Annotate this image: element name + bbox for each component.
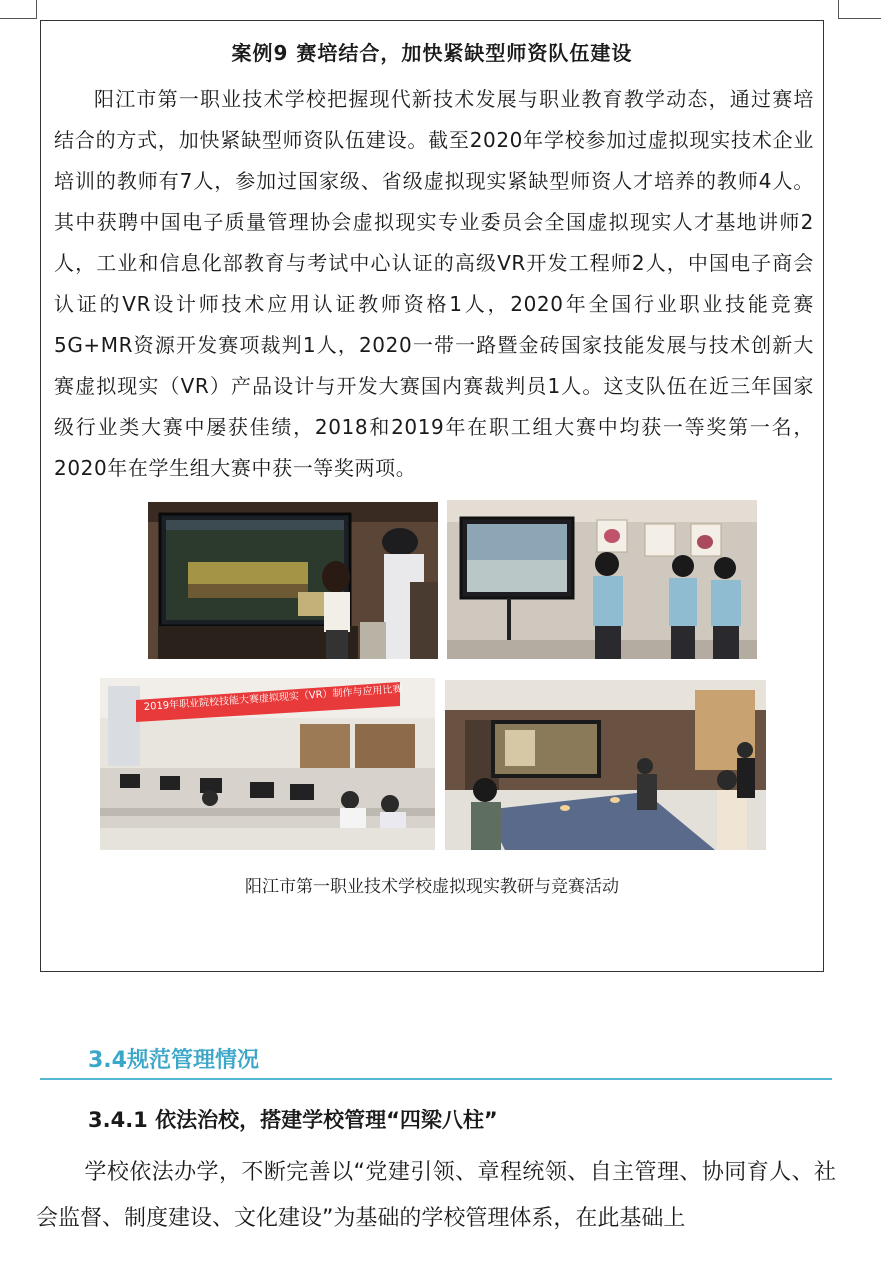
section-paragraph: 学校依法办学，不断完善以“党建引领、章程统领、自主管理、协同育人、社会监督、制度建设、文化建设”为基础的学校管理体系，在此基础上: [36, 1160, 836, 1231]
photo-vr-teaching-presentation: [148, 502, 438, 659]
page-corner-mark-left: [0, 0, 37, 19]
page-corner-mark-right: [838, 0, 881, 19]
case-study-box: [40, 20, 824, 972]
photo-students-vr-headsets: [447, 500, 757, 659]
photo-vr-research-meeting: [445, 680, 766, 850]
case-paragraph: 阳江市第一职业技术学校把握现代新技术发展与职业教育教学动态，通过赛培结合的方式，加快紧缺型师资队伍建设。截至2020年学校参加过虚拟现实技术企业培训的教师有7人，参加过国家级、省级虚拟现实紧缺型师资人才培养的教师4人。其中获聘中国电子质量管理协会虚拟现实专业委员会全国虚拟现实人才基地讲师2人，工业和信息化部教育与考试中心认证的高级VR开发工程师2人，中国电子商会认证的VR设计师技术应用认证教师资格1人，2020年全国行业职业技能竞赛5G+MR资源开发赛项裁判1人，2020一带一路暨金砖国家技能发展与技术创新大赛虚拟现实（VR）产品设计与开发大赛国内赛裁判员1人。这支队伍在近三年国家级行业类大赛中屡获佳绩，2018和2019年在职工组大赛中均获一等奖第一名，2020年在学生组大赛中获一等奖两项。: [54, 87, 814, 480]
section-title: 3.4规范管理情况: [88, 1048, 259, 1073]
competition-banner-text: 2019年职业院校技能大赛虚拟现实（VR）制作与应用比赛: [143, 683, 403, 713]
section-divider: [40, 1078, 832, 1080]
photo-vr-competition-hall: [100, 678, 435, 850]
case-title: 案例9 赛培结合，加快紧缺型师资队伍建设: [231, 41, 633, 65]
subsection-title: 3.4.1 依法治校，搭建学校管理“四梁八柱”: [88, 1108, 498, 1132]
photo-caption: 阳江市第一职业技术学校虚拟现实教研与竞赛活动: [245, 877, 619, 897]
